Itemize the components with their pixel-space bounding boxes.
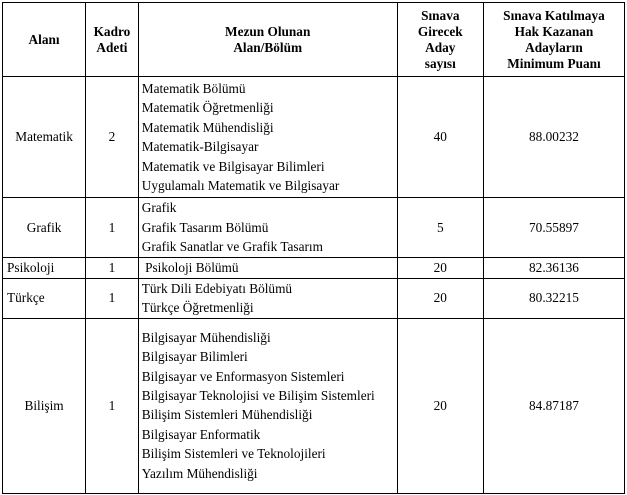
program-item: Matematik Bölümü bbox=[141, 80, 246, 96]
program-item: Matematik-Bilgisayar bbox=[141, 139, 259, 154]
program-item: Bilgisayar Teknolojisi ve Bilişim Sistemleri bbox=[141, 388, 375, 404]
header-programs bbox=[138, 3, 397, 77]
min-score-cell: 70.55897 bbox=[483, 198, 624, 258]
programs-cell bbox=[138, 77, 397, 198]
header-quota-line: Adeti bbox=[96, 39, 128, 55]
header-programs-line: Alan/Bölüm bbox=[233, 39, 303, 55]
area-cell: Türkçe bbox=[3, 278, 86, 318]
program-item: Matematik Mühendisliği bbox=[141, 119, 274, 135]
header-candidates bbox=[397, 3, 483, 77]
area-cell: Psikoloji bbox=[3, 258, 86, 279]
program-item: Grafik bbox=[141, 200, 177, 216]
candidates-cell: 20 bbox=[397, 278, 483, 318]
program-item: Yazılım Mühendisliği bbox=[141, 465, 258, 481]
quota-cell: 1 bbox=[86, 198, 139, 258]
program-item: Matematik Öğretmenliği bbox=[141, 100, 274, 115]
program-item: Bilgisayar Enformatik bbox=[141, 426, 261, 442]
header-min-score-line: Hak Kazanan bbox=[514, 23, 594, 39]
quota-cell: 2 bbox=[86, 77, 139, 198]
program-item: Uygulamalı Matematik ve Bilgisayar bbox=[141, 178, 340, 193]
program-item: Bilişim Sistemleri Mühendisliği bbox=[141, 407, 313, 423]
header-quota-line: Kadro bbox=[93, 23, 131, 39]
program-item: Bilişim Sistemleri ve Teknolojileri bbox=[141, 446, 326, 462]
min-score-cell: 82.36136 bbox=[483, 258, 624, 279]
programs-cell bbox=[138, 318, 397, 493]
area-cell: Bilişim bbox=[3, 318, 86, 493]
header-quota bbox=[86, 3, 139, 77]
min-score-cell: 88.00232 bbox=[483, 77, 624, 198]
table-row bbox=[3, 77, 625, 198]
header-area-line: Alanı bbox=[28, 31, 60, 47]
program-item: Bilgisayar Bilimleri bbox=[141, 349, 248, 365]
area-cell: Matematik bbox=[3, 77, 86, 198]
header-min-score-line: Adayların bbox=[525, 39, 583, 55]
programs-cell bbox=[138, 278, 397, 318]
quota-cell: 1 bbox=[86, 318, 139, 493]
header-row bbox=[3, 3, 625, 77]
header-candidates-line: Sınava bbox=[421, 7, 460, 23]
program-item: Bilgisayar ve Enformasyon Sistemleri bbox=[141, 368, 345, 384]
header-min-score-line: Sınava Katılmaya bbox=[503, 7, 605, 23]
header-candidates-line: Aday bbox=[425, 39, 456, 55]
candidates-cell: 20 bbox=[397, 258, 483, 279]
header-min-score-line: Minimum Puanı bbox=[507, 55, 601, 71]
header-area bbox=[3, 3, 86, 77]
min-score-cell: 84.87187 bbox=[483, 318, 624, 493]
table-row bbox=[3, 278, 625, 318]
min-score-cell: 80.32215 bbox=[483, 278, 624, 318]
program-item: Türk Dili Edebiyatı Bölümü bbox=[141, 280, 293, 296]
table-row bbox=[3, 318, 625, 493]
candidates-cell: 40 bbox=[397, 77, 483, 198]
candidates-cell: 20 bbox=[397, 318, 483, 493]
header-programs-line: Mezun Olunan bbox=[225, 23, 311, 39]
area-cell: Grafik bbox=[3, 198, 86, 258]
quota-table bbox=[2, 2, 625, 494]
table-row bbox=[3, 198, 625, 258]
program-item: Türkçe Öğretmenliği bbox=[141, 300, 254, 315]
program-item: Matematik ve Bilgisayar Bilimleri bbox=[141, 158, 325, 174]
quota-cell: 1 bbox=[86, 278, 139, 318]
quota-cell: 1 bbox=[86, 258, 139, 279]
program-item: Bilgisayar Mühendisliği bbox=[141, 329, 271, 345]
program-item: Psikoloji Bölümü bbox=[141, 260, 239, 275]
programs-cell bbox=[138, 198, 397, 258]
table-row bbox=[3, 258, 625, 279]
header-candidates-line: sayısı bbox=[424, 55, 456, 71]
header-min-score bbox=[483, 3, 624, 77]
program-item: Grafik Sanatlar ve Grafik Tasarım bbox=[141, 239, 323, 255]
candidates-cell: 5 bbox=[397, 198, 483, 258]
programs-cell bbox=[138, 258, 397, 279]
header-candidates-line: Girecek bbox=[417, 23, 463, 39]
program-item: Grafik Tasarım Bölümü bbox=[141, 219, 269, 235]
